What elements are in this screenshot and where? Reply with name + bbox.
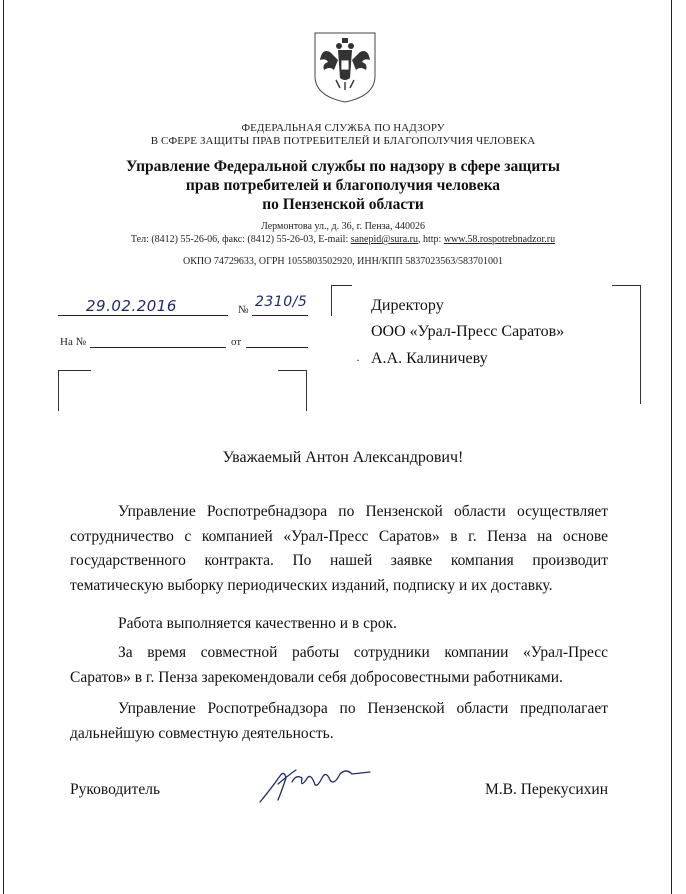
department-address: Лермонтова ул., д. 36, г. Пенза, 440026 bbox=[261, 221, 425, 232]
website-link[interactable]: www.58.rospotrebnadzor.ru bbox=[443, 234, 556, 245]
left-bracket-top-right bbox=[278, 370, 307, 411]
agency-name-line-2: В СФЕРЕ ЗАЩИТЫ ПРАВ ПОТРЕБИТЕЛЕЙ И БЛАГОПОЛУЧИЯ ЧЕЛОВЕКА bbox=[150, 135, 536, 147]
body-paragraph-1: Управление Роспотребнадзора по Пензенской области осуществляет сотрудничество с компанией «Урал-Пресс Саратов» в г. Пенза на основе государственного контракта. По нашей заявке компания производит тематическую выборку периодических изданий, подписку и их доставку. bbox=[70, 503, 608, 594]
stray-dot: · bbox=[356, 353, 360, 367]
letter-body-3 bbox=[70, 641, 608, 690]
outgoing-number: 2310/5 bbox=[255, 294, 308, 310]
outgoing-number-label: № bbox=[238, 304, 249, 316]
date-line bbox=[58, 315, 228, 316]
reference-number-label: На № bbox=[60, 336, 87, 348]
signatory-position: Руководитель bbox=[70, 781, 161, 798]
body-paragraph-3: За время совместной работы сотрудники компании «Урал-Пресс Саратов» в г. Пенза зарекомендовали себя добросовестными работниками. bbox=[70, 644, 608, 686]
letter-body-4 bbox=[70, 697, 608, 746]
greeting: Уважаемый Антон Александрович! bbox=[222, 449, 464, 466]
letter-date: 29.02.2016 bbox=[86, 297, 177, 315]
reference-date-label: от bbox=[231, 336, 242, 348]
department-name-line-3: по Пензенской области bbox=[262, 196, 424, 213]
left-bracket-top-left bbox=[58, 370, 91, 411]
address-bracket-right bbox=[612, 285, 641, 404]
address-bracket-left bbox=[331, 285, 352, 316]
number-line bbox=[252, 315, 308, 316]
handwritten-signature bbox=[256, 760, 376, 806]
registration-codes: ОКПО 74729633, ОГРН 1055803502920, ИНН/КПП 5837023563/583701001 bbox=[183, 256, 503, 267]
department-contacts bbox=[0, 234, 686, 246]
coat-of-arms-icon bbox=[312, 30, 378, 104]
department-name-line-1: Управление Федеральной службы по надзору в сфере защиты bbox=[125, 158, 561, 175]
letter-body bbox=[70, 500, 608, 598]
addressee-company: ООО «Урал-Пресс Саратов» bbox=[371, 323, 565, 340]
body-paragraph-4: Управление Роспотребнадзора по Пензенской области предполагает дальнейшую совместную деятельность. bbox=[70, 700, 608, 742]
addressee-title: Директору bbox=[371, 297, 444, 314]
agency-name-line-1: ФЕДЕРАЛЬНАЯ СЛУЖБА ПО НАДЗОРУ bbox=[241, 122, 445, 134]
signatory-name: М.В. Перекусихин bbox=[484, 781, 608, 798]
reference-number-line bbox=[90, 347, 226, 348]
email-link[interactable]: sanepid@sura.ru bbox=[350, 234, 418, 245]
reference-date-line bbox=[246, 347, 308, 348]
contacts-phone-fax: Тел: (8412) 55-26-06, факс: (8412) 55-26-03, E-mail: bbox=[130, 234, 351, 245]
addressee-name: А.А. Калиничеву bbox=[371, 350, 488, 367]
http-label: , http: bbox=[417, 234, 444, 245]
body-paragraph-2: Работа выполняется качественно и в срок. bbox=[118, 615, 397, 632]
department-name-line-2: прав потребителей и благополучия человека bbox=[185, 177, 501, 194]
letter-body-2 bbox=[70, 612, 608, 637]
